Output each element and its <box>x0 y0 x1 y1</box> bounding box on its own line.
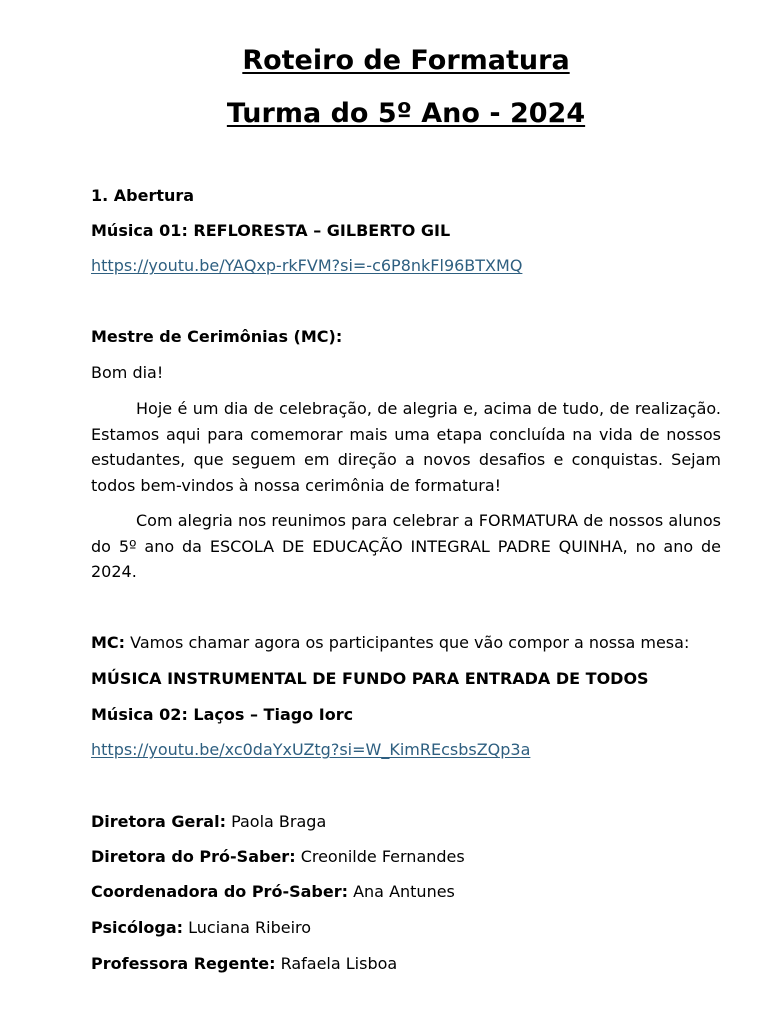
participant-role: Diretora do Pró-Saber: <box>91 847 296 866</box>
greeting-text: Bom dia! <box>91 363 164 382</box>
participant-name: Luciana Ribeiro <box>188 918 312 937</box>
mc-label: MC: <box>91 633 126 652</box>
participant-name: Rafaela Lisboa <box>280 954 398 973</box>
participant-name: Paola Braga <box>231 812 327 831</box>
mc-heading: Mestre de Cerimônias (MC): <box>91 327 343 346</box>
section-heading-abertura: 1. Abertura <box>91 186 195 205</box>
music-2-title: Música 02: Laços – Tiago Iorc <box>91 705 354 724</box>
participant-role: Professora Regente: <box>91 954 276 973</box>
participant-role: Diretora Geral: <box>91 812 226 831</box>
participant-name: Creonilde Fernandes <box>300 847 465 866</box>
participant-row <box>91 954 721 974</box>
document-subtitle: Turma do 5º Ano - 2024 <box>226 98 586 129</box>
participant-role: Psicóloga: <box>91 918 184 937</box>
document-title: Roteiro de Formatura <box>242 45 570 76</box>
music-1-title: Música 01: REFLORESTA – GILBERTO GIL <box>91 221 451 240</box>
participant-role: Coordenadora do Pró-Saber: <box>91 882 348 901</box>
music-2-link[interactable]: https://youtu.be/xc0daYxUZtg?si=W_KimREcsbsZQp3a <box>91 740 531 759</box>
participant-name: Ana Antunes <box>353 882 455 901</box>
participant-row <box>91 812 721 832</box>
opening-paragraph: Hoje é um dia de celebração, de alegria e, acima de tudo, de realização. Estamos aqui para comemorar mais uma etapa concluída na vida de nossos estudantes, que seguem em direção a novos desafios e conquistas. Sejam todos bem-vindos à nossa cerimônia de formatura! <box>91 399 721 496</box>
music-1-link[interactable]: https://youtu.be/YAQxp-rkFVM?si=-c6P8nkFl96BTXMQ <box>91 256 523 275</box>
mc-call-line <box>91 633 721 653</box>
instrumental-note: MÚSICA INSTRUMENTAL DE FUNDO PARA ENTRADA DE TODOS <box>91 669 649 688</box>
formatura-paragraph: Com alegria nos reunimos para celebrar a FORMATURA de nossos alunos do 5º ano da ESCOLA DE EDUCAÇÃO INTEGRAL PADRE QUINHA, no ano de 2024. <box>91 511 721 582</box>
participant-row <box>91 847 721 867</box>
participant-row <box>91 918 721 938</box>
mc-call-text: Vamos chamar agora os participantes que vão compor a nossa mesa: <box>130 633 690 652</box>
participant-row <box>91 882 721 902</box>
